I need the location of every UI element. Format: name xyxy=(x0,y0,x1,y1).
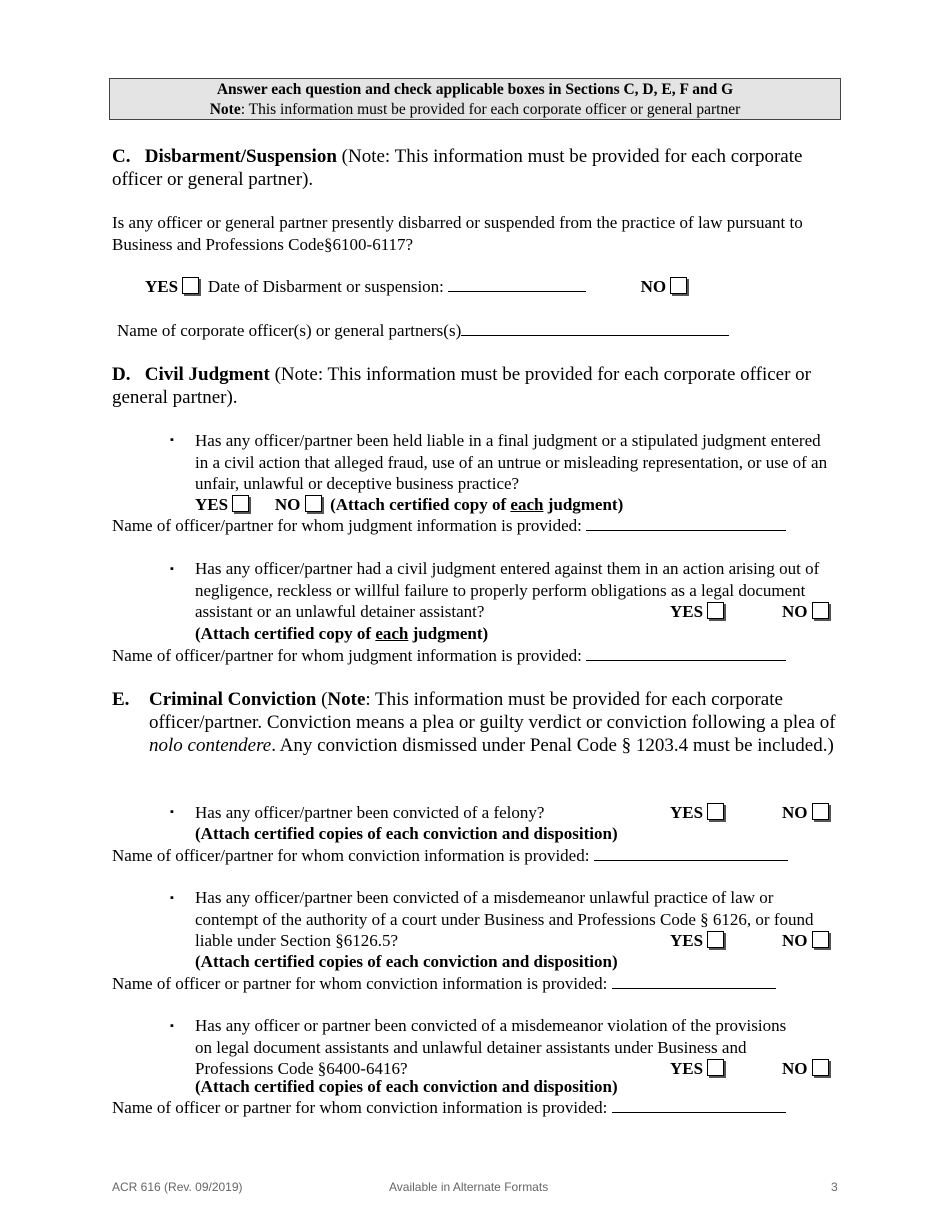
bullet-icon: ▪ xyxy=(170,434,174,446)
section-e-question-3: Has any officer or partner been convicted of a misdemeanor violation of the provisions on legal document assistants and unlawful detainer assistants under Business and Professions Code §6400-6416? xyxy=(195,1016,787,1078)
section-d-heading: D. Civil Judgment (Note: This information must be provided for each corporate officer or general partner). xyxy=(112,364,811,408)
footer-alternate-formats: Available in Alternate Formats xyxy=(389,1180,549,1194)
section-e-q1-no-checkbox[interactable] xyxy=(812,803,829,820)
attach-note: (Attach certified copies of each conviction and disposition) xyxy=(195,1077,618,1096)
section-e-question-1: Has any officer/partner been convicted of a felony? xyxy=(195,803,545,822)
section-e-name-field-1[interactable] xyxy=(594,846,788,861)
section-d-name-row-1: Name of officer/partner for whom judgment information is provided: xyxy=(112,515,842,537)
yes-label: YES xyxy=(145,277,179,296)
section-e-name-field-3[interactable] xyxy=(612,1098,786,1113)
bullet-icon: ▪ xyxy=(170,806,174,818)
section-e-q1-no: NO xyxy=(782,802,829,824)
section-e-q3-no: NO xyxy=(782,1058,829,1080)
section-c-yes-checkbox[interactable] xyxy=(182,277,199,294)
section-d-answer-row-2: YES xyxy=(670,601,724,623)
attach-note: (Attach certified copy of each judgment) xyxy=(330,495,624,514)
section-e-q2-no: NO xyxy=(782,930,829,952)
disbarment-date-field[interactable] xyxy=(448,277,586,292)
footer-page-number: 3 xyxy=(831,1180,838,1194)
section-d-question-1: Has any officer/partner been held liable in a final judgment or a stipulated judgment entered in a civil action that alleged fraud, use of an untrue or misleading representation, or use of an unfair, unlawful or deceptive business practice? xyxy=(195,431,828,493)
banner-line1: Answer each question and check applicable boxes in Sections C, D, E, F and G xyxy=(216,81,734,98)
section-e-name-row-1: Name of officer/partner for whom conviction information is provided: xyxy=(112,845,842,867)
section-e-q3-no-checkbox[interactable] xyxy=(812,1059,829,1076)
section-d-question-2: Has any officer/partner had a civil judgment entered against them in an action arising out of negligence, reckless or willful failure to properly perform obligations as a legal document assistant or an unlawful detainer assistant? xyxy=(195,559,820,621)
bullet-icon: ▪ xyxy=(170,1020,174,1032)
section-e-name-field-2[interactable] xyxy=(612,974,776,989)
attach-note: (Attach certified copies of each conviction and disposition) xyxy=(195,824,618,843)
section-d-name-field-2[interactable] xyxy=(586,646,786,661)
attach-note: (Attach certified copies of each conviction and disposition) xyxy=(195,952,618,971)
date-label: Date of Disbarment or suspension: xyxy=(207,277,444,296)
section-c-name-field[interactable] xyxy=(461,321,729,336)
section-e-letter: E. xyxy=(112,689,130,710)
section-d-q1-yes-checkbox[interactable] xyxy=(232,495,249,512)
section-e-q1-yes: YES xyxy=(670,802,724,824)
banner-note: Note: This information must be provided for each corporate officer or general partner xyxy=(209,101,741,118)
section-d-q1-no-checkbox[interactable] xyxy=(305,495,322,512)
section-c-name-row: Name of corporate officer(s) or general partners(s) xyxy=(117,320,817,342)
attach-note: (Attach certified copy of each judgment) xyxy=(195,624,489,643)
section-d-name-field-1[interactable] xyxy=(586,516,786,531)
section-d-answer-row-1: YES NO (Attach certified copy of each judgment) xyxy=(195,495,624,514)
section-e-name-row-3: Name of officer or partner for whom conviction information is provided: xyxy=(112,1097,842,1119)
section-d-q2-no: NO xyxy=(782,601,829,623)
section-e-q1-yes-checkbox[interactable] xyxy=(707,803,724,820)
bullet-icon: ▪ xyxy=(170,563,174,575)
section-c-question: Is any officer or general partner presently disbarred or suspended from the practice of law pursuant to Business and Professions Code§6100-6117? xyxy=(112,213,803,254)
section-e-heading: Criminal Conviction (Note: This information must be provided for each corporate officer/partner. Conviction means a plea or guilty verdict or conviction following a plea of nolo contendere. Any conviction dismissed under Penal Code § 1203.4 must be included.) xyxy=(149,689,836,756)
section-c-no-checkbox[interactable] xyxy=(670,277,687,294)
section-e-q2-yes: YES xyxy=(670,930,724,952)
section-e-q2-yes-checkbox[interactable] xyxy=(707,931,724,948)
section-e-q3-yes-checkbox[interactable] xyxy=(707,1059,724,1076)
section-e-name-row-2: Name of officer or partner for whom conviction information is provided: xyxy=(112,973,842,995)
footer-form-id: ACR 616 (Rev. 09/2019) xyxy=(112,1180,243,1194)
section-e-question-2: Has any officer/partner been convicted of a misdemeanor unlawful practice of law or contempt of the authority of a court under Business and Professions Code § 6126, or found liable under Section §6126.5? xyxy=(195,888,814,950)
section-e-q3-yes: YES xyxy=(670,1058,724,1080)
instructions-banner xyxy=(109,78,841,120)
section-e-q2-no-checkbox[interactable] xyxy=(812,931,829,948)
section-d-q2-yes-checkbox[interactable] xyxy=(707,602,724,619)
section-c-heading: C. Disbarment/Suspension (Note: This information must be provided for each corporate officer or general partner). xyxy=(112,146,803,190)
bullet-icon: ▪ xyxy=(170,892,174,904)
section-c-answer-row xyxy=(145,276,795,298)
no-label: NO xyxy=(640,277,667,296)
section-d-q2-no-checkbox[interactable] xyxy=(812,602,829,619)
section-d-name-row-2: Name of officer/partner for whom judgment information is provided: xyxy=(112,645,842,667)
